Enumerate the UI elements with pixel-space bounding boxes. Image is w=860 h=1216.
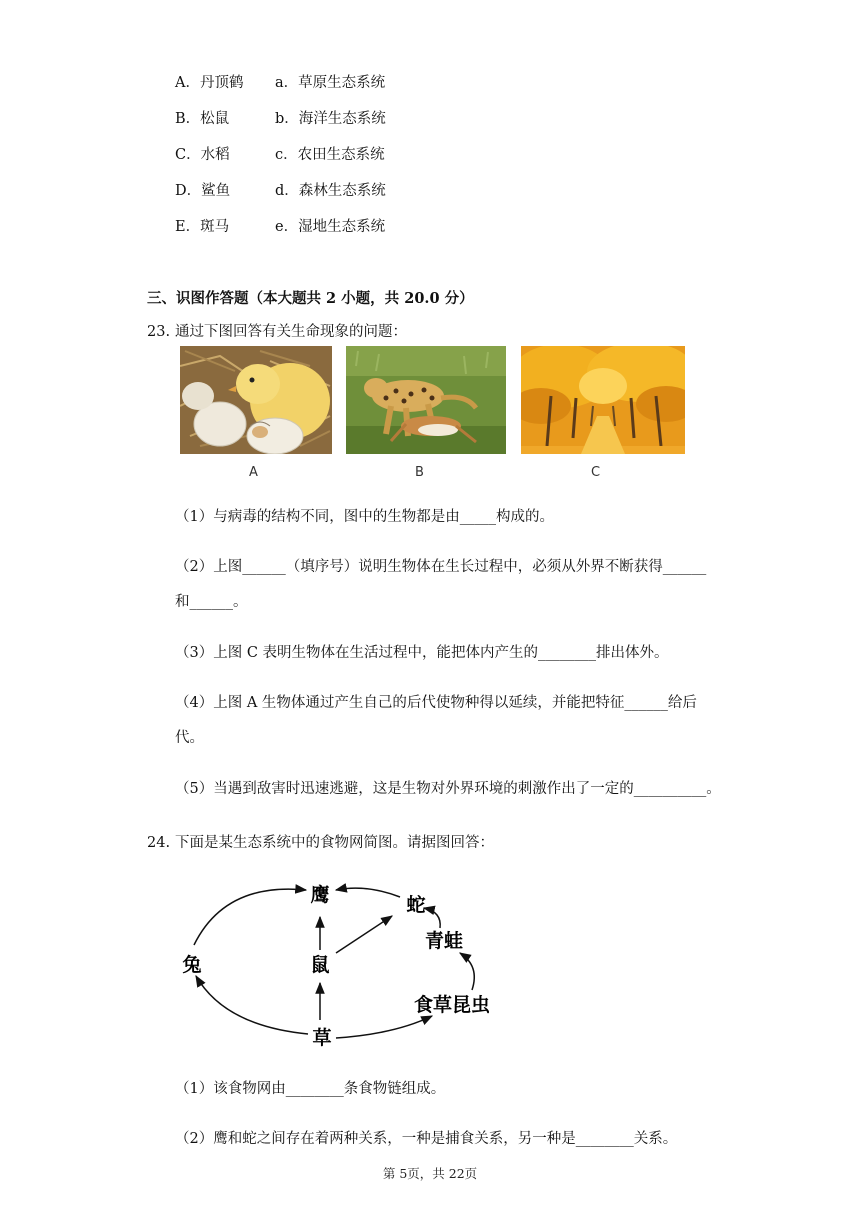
matching-right: e．湿地生态系统 [275, 219, 386, 235]
arrow-frog-to-snake [424, 908, 440, 928]
image-label-a: A [249, 465, 258, 480]
matching-right: c．农田生态系统 [275, 147, 385, 163]
question-23-part-4-cont: 代。 [175, 730, 204, 746]
node-snake: 蛇 [406, 894, 426, 916]
question-text: 通过下图回答有关生命现象的问题： [175, 324, 407, 340]
matching-left: A．丹顶鹤 [175, 75, 244, 91]
matching-right: b．海洋生态系统 [275, 111, 386, 127]
question-23-part-4: （4）上图 A 生物体通过产生自己的后代使物种得以延续，并能把特征______给后 [175, 695, 697, 711]
question-23-part-5: （5）当遇到敌害时迅速逃避，这是生物对外界环境的刺激作出了一定的__________。 [175, 781, 721, 797]
matching-left: D．鲨鱼 [175, 183, 231, 199]
food-web-diagram [170, 870, 510, 1060]
question-number: 24. [147, 835, 171, 851]
image-label-c: C [591, 465, 601, 480]
node-rabbit: 兔 [182, 954, 202, 976]
question-23-part-3: （3）上图 C 表明生物体在生活过程中，能把体内产生的________排出体外。 [175, 645, 669, 661]
question-24-part-1: （1）该食物网由________条食物链组成。 [175, 1081, 446, 1097]
matching-right: a．草原生态系统 [275, 75, 386, 91]
question-23-part-1: （1）与病毒的结构不同，图中的生物都是由_____构成的。 [175, 509, 554, 525]
image-label-b: B [415, 465, 424, 480]
photo-chick-hatching [180, 346, 332, 454]
node-grass: 草 [312, 1027, 332, 1049]
arrow-grass-to-rabbit [196, 976, 308, 1034]
question-23-stem [147, 320, 407, 341]
question-number: 23. [147, 324, 171, 340]
arrow-grass-to-insect [336, 1016, 432, 1038]
question-24-stem [147, 831, 494, 852]
matching-left: B．松鼠 [175, 111, 230, 127]
matching-right: d．森林生态系统 [275, 183, 386, 199]
photo-leopard-hunting [346, 346, 506, 454]
arrow-snake-to-eagle [336, 888, 400, 897]
photo-autumn-trees [521, 346, 685, 454]
question-24-part-2: （2）鹰和蛇之间存在着两种关系，一种是捕食关系，另一种是________关系。 [175, 1131, 678, 1147]
question-23-part-2-cont: 和______。 [175, 594, 248, 610]
question-text: 下面是某生态系统中的食物网简图。请据图回答： [175, 835, 494, 851]
arrow-mouse-to-snake [336, 916, 392, 953]
arrow-rabbit-to-eagle [194, 889, 306, 945]
node-eagle: 鹰 [310, 884, 330, 906]
matching-left: C．水稻 [175, 147, 230, 163]
section-title: 三、识图作答题（本大题共 2 小题，共 20.0 分） [147, 290, 474, 307]
node-frog: 青蛙 [424, 930, 464, 952]
matching-left: E．斑马 [175, 219, 230, 235]
arrow-insect-to-frog [460, 953, 474, 990]
question-23-part-2: （2）上图______（填序号）说明生物体在生长过程中，必须从外界不断获得______ [175, 559, 707, 575]
page-footer: 第 5页，共 22页 [382, 1166, 478, 1181]
node-herbivorous-insect: 食草昆虫 [413, 994, 491, 1016]
node-mouse: 鼠 [310, 954, 330, 976]
